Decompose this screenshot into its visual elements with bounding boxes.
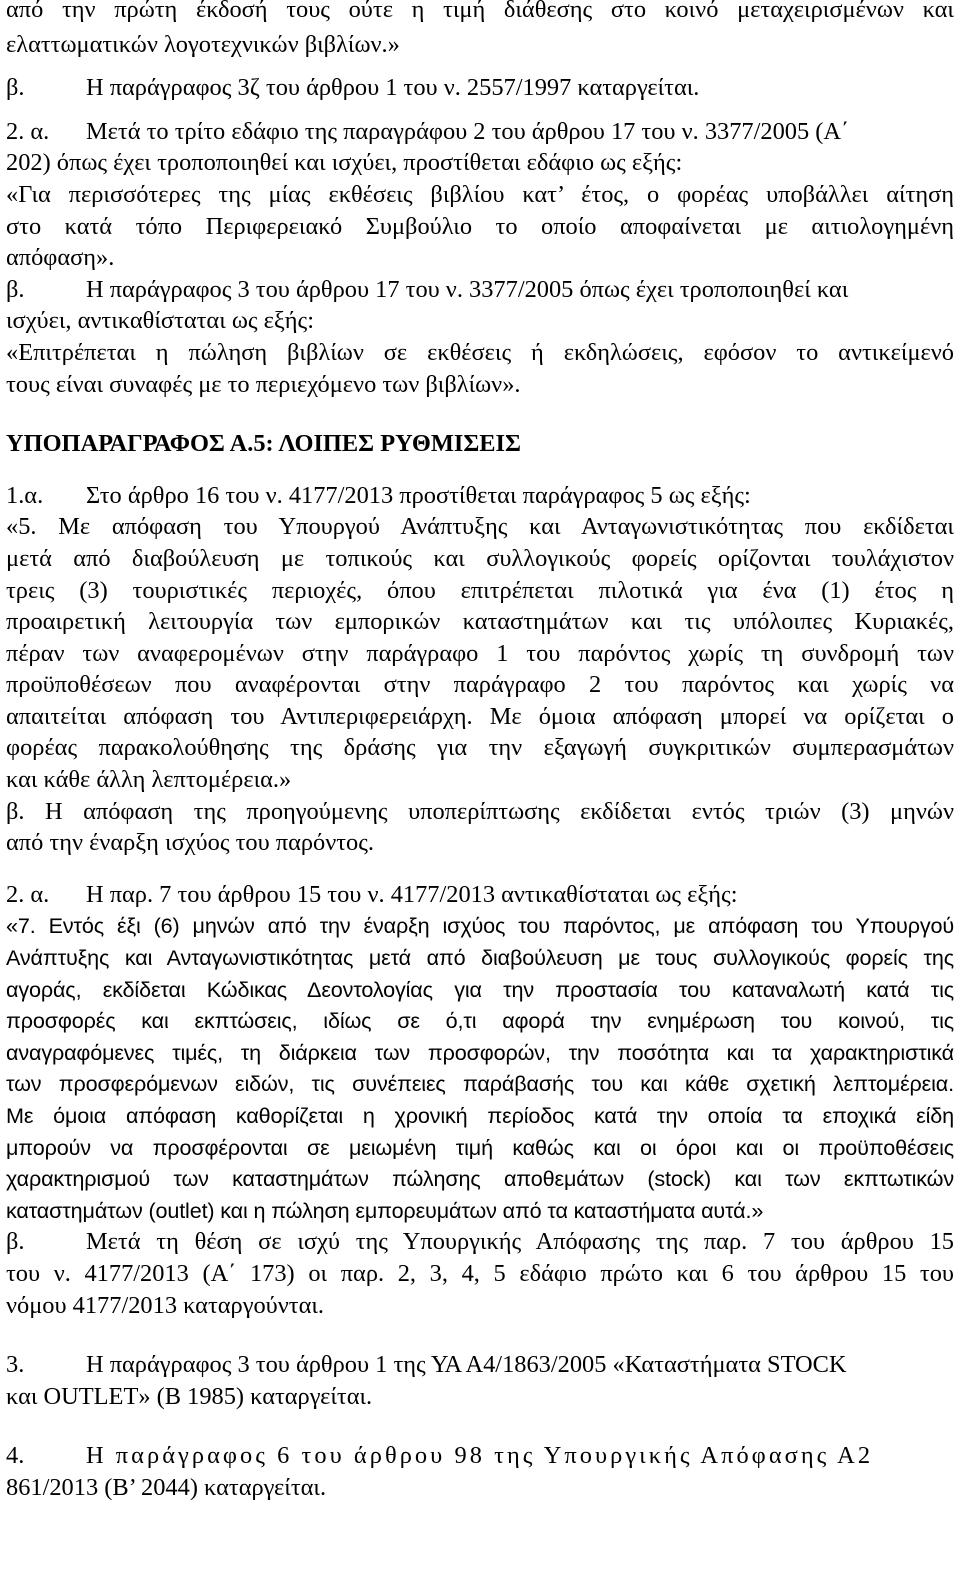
paragraph-text: Η παράγραφος 3 του άρθρου 17 του ν. 3377/2005 όπως έχει τροποποιηθεί και — [86, 275, 849, 303]
text-line: χαρακτηρισμού των καταστημάτων πώλησης αποθεμάτων (stock) και των εκπτωτικών — [6, 1166, 954, 1192]
paragraph-text: Η παράγραφος 6 του άρθρου 98 της Υπουργικής Απόφασης Α2 — [86, 1442, 874, 1470]
text-line: τρεις (3) τουριστικές περιοχές, όπου επιτρέπεται πιλοτικά για ένα (1) έτος η — [6, 576, 954, 604]
paragraph-1a — [6, 480, 954, 512]
text-line: ελαττωματικών λογοτεχνικών βιβλίων.» — [6, 30, 400, 58]
text-line: στο κατά τόπο Περιφερειακό Συμβούλιο το οποίο αποφαίνεται με αιτιολογημένη — [6, 212, 954, 240]
text-line: των προσφερόμενων ειδών, τις συνέπειες παράβασής του και κάθε σχετική λεπτομέρεια. — [6, 1071, 954, 1097]
section-heading: ΥΠΟΠΑΡΑΓΡΑΦΟΣ Α.5: ΛΟΙΠΕΣ ΡΥΘΜΙΣΕΙΣ — [6, 430, 521, 458]
text-line: προσφορές και εκπτώσεις, ιδίως σε ό,τι αφορά την ενημέρωση του κοινού, τις — [6, 1008, 954, 1034]
text-line: Με όμοια απόφαση καθορίζεται η χρονική περίοδος κατά την οποία τα εποχικά είδη — [6, 1103, 954, 1128]
text-line: και OUTLET» (Β 1985) καταργείται. — [6, 1382, 373, 1410]
text-line: τους είναι συναφές με το περιεχόμενο των βιβλίων». — [6, 370, 521, 398]
item-number: β. — [6, 74, 25, 102]
text-line: από την έναρξη ισχύος του παρόντος. — [6, 829, 374, 857]
text-line: απαιτείται απόφαση του Αντιπεριφερειάρχη. Με όμοια απόφαση μπορεί να ορίζεται ο — [6, 702, 954, 730]
item-number: 3. — [6, 1351, 25, 1379]
text-line: «5. Με απόφαση του Υπουργού Ανάπτυξης και Ανταγωνιστικότητας που εκδίδεται — [6, 513, 954, 541]
text-line: φορέας παρακολούθησης της δράσης για την εξαγωγή συγκριτικών συμπερασμάτων — [6, 734, 954, 762]
paragraph-3 — [6, 1349, 954, 1381]
text-line: απόφαση». — [6, 244, 115, 272]
text-line: αναγραφόμενες τιμές, τη διάρκεια των προσφορών, την ποσότητα και τα χαρακτηριστικά — [6, 1039, 954, 1065]
paragraph-2b-second — [6, 1226, 954, 1258]
paragraph-text: Η παρ. 7 του άρθρου 15 του ν. 4177/2013 αντικαθίσταται ως εξής: — [86, 880, 738, 908]
text-line: του ν. 4177/2013 (Α΄ 173) οι παρ. 2, 3, 4, 5 εδάφιο πρώτο και 6 του άρθρου 15 του — [6, 1259, 954, 1287]
paragraph-text: Μετά το τρίτο εδάφιο της παραγράφου 2 του άρθρου 17 του ν. 3377/2005 (Α΄ — [86, 117, 850, 145]
text-line: πέραν των αναφερομένων στην παράγραφο 1 του παρόντος χωρίς τη συνδρομή των — [6, 639, 954, 667]
paragraph-4 — [6, 1440, 954, 1472]
paragraph-text: Η παράγραφος 3 του άρθρου 1 της ΥΑ Α4/1863/2005 «Καταστήματα STOCK — [86, 1351, 847, 1379]
item-number: β. — [6, 1228, 25, 1256]
text-line: 202) όπως έχει τροποποιηθεί και ισχύει, προστίθεται εδάφιο ως εξής: — [6, 149, 683, 177]
text-line: από την πρώτη έκδοσή τους ούτε η τιμή διάθεσης στο κοινό μεταχειρισμένων και — [6, 0, 954, 23]
item-number: β. — [6, 275, 25, 303]
paragraph-2b — [6, 274, 954, 306]
paragraph-text: Στο άρθρο 16 του ν. 4177/2013 προστίθεται παράγραφος 5 ως εξής: — [86, 481, 751, 509]
text-line: β. Η απόφαση της προηγούμενης υποπερίπτωσης εκδίδεται εντός τριών (3) μηνών — [6, 797, 954, 825]
text-line: μετά από διαβούλευση με τοπικούς και συλλογικούς φορείς ορίζονται τουλάχιστον — [6, 544, 954, 572]
text-line: και κάθε άλλη λεπτομέρεια.» — [6, 766, 292, 794]
text-line: προϋποθέσεων που αναφέρονται στην παράγραφο 2 του παρόντος και χωρίς να — [6, 671, 954, 699]
paragraph-2a — [6, 116, 954, 148]
item-number: 2. α. — [6, 880, 50, 908]
text-line: «Επιτρέπεται η πώληση βιβλίων σε εκθέσεις ή εκδηλώσεις, εφόσον το αντικείμενό — [6, 338, 954, 366]
paragraph-2a-second — [6, 879, 954, 911]
paragraph-text: Η παράγραφος 3ζ του άρθρου 1 του ν. 2557/1997 καταργείται. — [86, 74, 700, 102]
text-line: Ανάπτυξης και Ανταγωνιστικότητας μετά από διαβούλευση με τους συλλογικούς φορείς της — [6, 945, 954, 971]
text-line: καταστημάτων (outlet) και η πώληση εμπορευμάτων από τα καταστήματα αυτά.» — [6, 1197, 764, 1223]
paragraph-b-repeal — [6, 72, 954, 104]
text-line: νόμου 4177/2013 καταργούνται. — [6, 1291, 325, 1319]
text-line: αγοράς, εκδίδεται Κώδικας Δεοντολογίας για την προστασία του καταναλωτή κατά τις — [6, 976, 954, 1002]
text-line: 861/2013 (Β’ 2044) καταργείται. — [6, 1473, 327, 1501]
text-line: μπορούν να προσφέρονται σε μειωμένη τιμή καθώς και οι όροι και οι προϋποθέσεις — [6, 1134, 954, 1160]
text-line: «Για περισσότερες της μίας εκθέσεις βιβλίου κατ’ έτος, ο φορέας υποβάλλει αίτηση — [6, 180, 954, 208]
item-number: 1.α. — [6, 481, 44, 509]
paragraph-text: Μετά τη θέση σε ισχύ της Υπουργικής Απόφασης της παρ. 7 του άρθρου 15 — [86, 1228, 954, 1256]
text-line: ισχύει, αντικαθίσταται ως εξής: — [6, 307, 314, 335]
item-number: 2. α. — [6, 117, 50, 145]
item-number: 4. — [6, 1442, 25, 1470]
text-line: «7. Εντός έξι (6) μηνών από την έναρξη ισχύος του παρόντος, με απόφαση του Υπουργού — [6, 913, 954, 939]
text-line: προαιρετική λειτουργία των εμπορικών καταστημάτων και τις υπόλοιπες Κυριακές, — [6, 608, 954, 636]
